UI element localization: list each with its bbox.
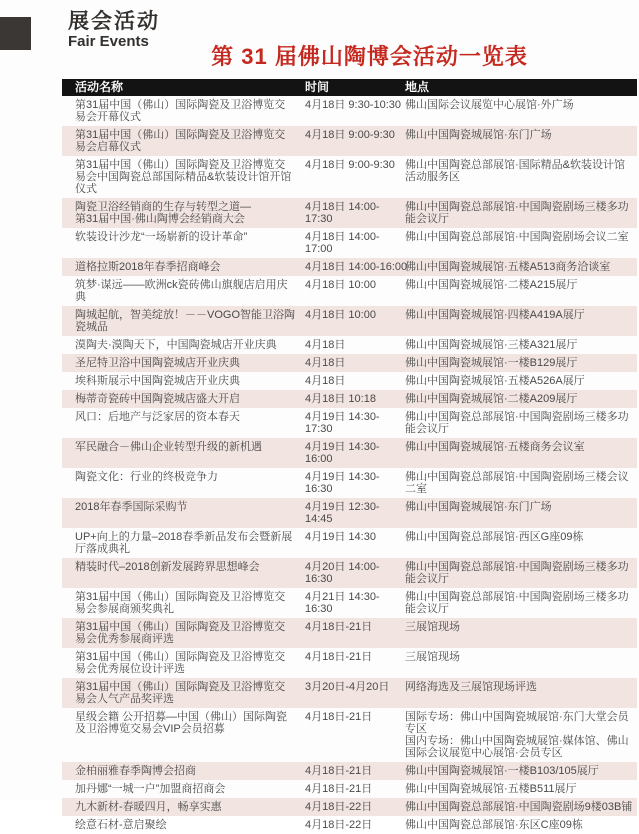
event-location-cell: 佛山中国陶瓷总部展馆·东区C座09栋 [405,819,583,831]
event-time-cell: 4月20日 14:00- 16:30 [305,561,380,585]
event-name-cell: 2018年春季国际采购节 [75,501,188,513]
event-time-cell: 4月18日 [305,357,346,369]
brand-square [0,17,31,50]
table-row [62,276,637,306]
event-name-cell: 梅蒂奇瓷砖中国陶瓷城店盛大开启 [75,393,240,405]
event-name-cell: 软装设计沙龙“一场崭新的设计革命” [75,231,248,243]
event-name-cell: 漠陶夫·漠陶天下，中国陶瓷城店开业庆典 [75,339,277,351]
event-name-cell: 第31届中国（佛山）国际陶瓷及卫浴博览交易会中国陶瓷总部国际精品&软装设计馆开馆仪式 [75,159,292,195]
table-row [62,816,637,834]
event-time-cell: 4月18日 9:00-9:30 [305,129,395,141]
event-name-cell: 绘意石材-意启聚绘 [75,819,167,831]
table-row [62,798,637,816]
event-name-cell: 第31届中国（佛山）国际陶瓷及卫浴博览交易会参展商颁奖典礼 [75,591,286,615]
event-name-cell: 筑梦·谋远——欧洲ck瓷砖佛山旗舰店启用庆典 [75,279,288,303]
event-location-cell: 佛山中国陶瓷城展馆·一楼B103/105展厅 [405,765,599,777]
event-name-cell: 风口：后地产与泛家居的资本春天 [75,411,240,423]
table-row [62,228,637,258]
table-row [62,468,637,498]
event-location-cell: 佛山国际会议展览中心展馆·外广场 [405,99,574,111]
table-header-row [62,79,637,96]
event-time-cell: 4月18日-21日 [305,651,373,663]
event-location-cell: 佛山中国陶瓷城展馆·三楼A321展厅 [405,339,578,351]
event-time-cell: 4月19日 12:30- 14:45 [305,501,380,525]
column-header-location: 地点 [405,80,430,94]
event-time-cell: 4月18日 10:00 [305,279,376,291]
event-location-cell: 佛山中国陶瓷城展馆·五楼A513商务洽谈室 [405,261,611,273]
table-row [62,306,637,336]
event-time-cell: 3月20日-4月20日 [305,681,390,693]
event-time-cell: 4月21日 14:30- 16:30 [305,591,380,615]
event-time-cell: 4月18日 [305,375,346,387]
table-row [62,354,637,372]
table-row [62,438,637,468]
event-name-cell: UP+向上的力量–2018春季新品发布会暨新展厅落成典礼 [75,531,293,555]
event-location-cell: 佛山中国陶瓷总部展馆·中国陶瓷剧场三楼多功能会议厅 [405,411,629,435]
event-time-cell: 4月18日 9:30-10:30 [305,99,402,111]
event-name-cell: 圣尼特卫浴中国陶瓷城店开业庆典 [75,357,240,369]
table-row [62,372,637,390]
event-name-cell: 第31届中国（佛山）国际陶瓷及卫浴博览交易会启幕仪式 [75,129,286,153]
section-title-en: Fair Events [68,33,149,50]
event-location-cell: 佛山中国陶瓷城展馆·五楼A526A展厅 [405,375,585,387]
event-time-cell: 4月19日 14:30- 17:30 [305,411,380,435]
event-time-cell: 4月18日-21日 [305,765,373,777]
event-time-cell: 4月18日 10:18 [305,393,376,405]
event-location-cell: 佛山中国陶瓷城展馆·五楼商务会议室 [405,441,585,453]
event-name-cell: 陶城起航，智美绽放！－－VOGO智能卫浴陶瓷城品 [75,309,296,333]
table-row [62,156,637,198]
event-name-cell: 军民融合－佛山企业转型升级的新机遇 [75,441,262,453]
event-location-cell: 国际专场：佛山中国陶瓷城展馆·东门大堂会员专区 国内专场：佛山中国陶瓷城展馆·媒体馆、佛山国际会议展览中心展馆·会员专区 [405,711,629,759]
event-name-cell: 加丹娜“一城一户”加盟商招商会 [75,783,226,795]
event-name-cell: 精装时代–2018创新发展跨界思想峰会 [75,561,260,573]
table-row [62,198,637,228]
event-time-cell: 4月18日 14:00- 17:00 [305,231,380,255]
table-row [62,258,637,276]
event-location-cell: 佛山中国陶瓷城展馆·东门广场 [405,501,552,513]
event-location-cell: 佛山中国陶瓷城展馆·四楼A419A展厅 [405,309,585,321]
event-name-cell: 陶瓷文化：行业的终极竞争力 [75,471,218,483]
event-time-cell: 4月18日 9:00-9:30 [305,159,395,171]
event-name-cell: 星级会籍 公开招募—中国（佛山）国际陶瓷及卫浴博览交易会VIP会员招募 [75,711,288,735]
column-header-activity-name: 活动名称 [75,80,124,94]
section-title-cn: 展会活动 [68,10,160,33]
table-row [62,126,637,156]
event-location-cell: 佛山中国陶瓷总部展馆·中国陶瓷剧场9楼03B铺 [405,801,633,813]
event-time-cell: 4月18日 14:00- 17:30 [305,201,380,225]
event-time-cell: 4月18日 14:00-16:00 [305,261,408,273]
event-location-cell: 佛山中国陶瓷城展馆·二楼A209展厅 [405,393,578,405]
event-name-cell: 第31届中国（佛山）国际陶瓷及卫浴博览交易会人气产品奖评选 [75,681,286,705]
event-time-cell: 4月18日-21日 [305,711,373,723]
event-time-cell: 4月19日 14:30 [305,531,376,543]
table-row [62,408,637,438]
event-name-cell: 九木新材-春暖四月，畅享实惠 [75,801,222,813]
event-location-cell: 佛山中国陶瓷总部展馆·中国陶瓷剧场三楼多功能会议厅 [405,591,629,615]
event-location-cell: 佛山中国陶瓷城展馆·二楼A215展厅 [405,279,578,291]
event-location-cell: 佛山中国陶瓷总部展馆·国际精品&软装设计馆活动服务区 [405,159,625,183]
event-location-cell: 网络海选及三展馆现场评选 [405,681,537,693]
event-name-cell: 埃科斯展示中国陶瓷城店开业庆典 [75,375,240,387]
event-time-cell: 4月19日 14:30- 16:00 [305,441,380,465]
table-row [62,648,637,678]
event-table [62,79,637,834]
event-location-cell: 佛山中国陶瓷总部展馆·中国陶瓷剧场三楼多功能会议厅 [405,201,629,225]
event-name-cell: 金柏丽雅春季陶博会招商 [75,765,196,777]
event-time-cell: 4月18日-21日 [305,783,373,795]
table-row [62,498,637,528]
event-location-cell: 佛山中国陶瓷总部展馆·中国陶瓷剧场会议二室 [405,231,629,243]
event-name-cell: 第31届中国（佛山）国际陶瓷及卫浴博览交易会优秀参展商评选 [75,621,286,645]
event-name-cell: 第31届中国（佛山）国际陶瓷及卫浴博览交易会优秀展位设计评选 [75,651,286,675]
event-name-cell: 陶瓷卫浴经销商的生存与转型之道— 第31届中国·佛山陶博会经销商大会 [75,201,251,225]
event-name-cell: 第31届中国（佛山）国际陶瓷及卫浴博览交易会开幕仪式 [75,99,286,123]
event-location-cell: 三展馆现场 [405,621,460,633]
table-row [62,336,637,354]
event-location-cell: 佛山中国陶瓷城展馆·东门广场 [405,129,552,141]
event-location-cell: 佛山中国陶瓷总部展馆·中国陶瓷剧场三楼多功能会议厅 [405,561,629,585]
event-location-cell: 三展馆现场 [405,651,460,663]
event-location-cell: 佛山中国陶瓷城展馆·一楼B129展厅 [405,357,578,369]
table-row [62,390,637,408]
event-table-body [62,96,637,834]
event-location-cell: 佛山中国陶瓷总部展馆·西区G座09栋 [405,531,584,543]
table-row [62,528,637,558]
table-row [62,588,637,618]
table-row [62,762,637,780]
event-time-cell: 4月18日 10:00 [305,309,376,321]
table-row [62,708,637,762]
event-time-cell: 4月18日 [305,339,346,351]
table-row [62,780,637,798]
page-title: 第 31 届佛山陶博会活动一览表 [211,44,528,69]
event-time-cell: 4月18日-21日 [305,621,373,633]
event-name-cell: 道格拉斯2018年春季招商峰会 [75,261,221,273]
column-header-time: 时间 [305,80,330,94]
event-time-cell: 4月19日 14:30- 16:30 [305,471,380,495]
table-row [62,558,637,588]
table-row [62,678,637,708]
event-time-cell: 4月18日-22日 [305,801,373,813]
table-row [62,96,637,126]
event-location-cell: 佛山中国陶瓷总部展馆·中国陶瓷剧场三楼会议二室 [405,471,629,495]
table-row [62,618,637,648]
event-time-cell: 4月18日-22日 [305,819,373,831]
event-location-cell: 佛山中国陶瓷城展馆·五楼B511展厅 [405,783,577,795]
